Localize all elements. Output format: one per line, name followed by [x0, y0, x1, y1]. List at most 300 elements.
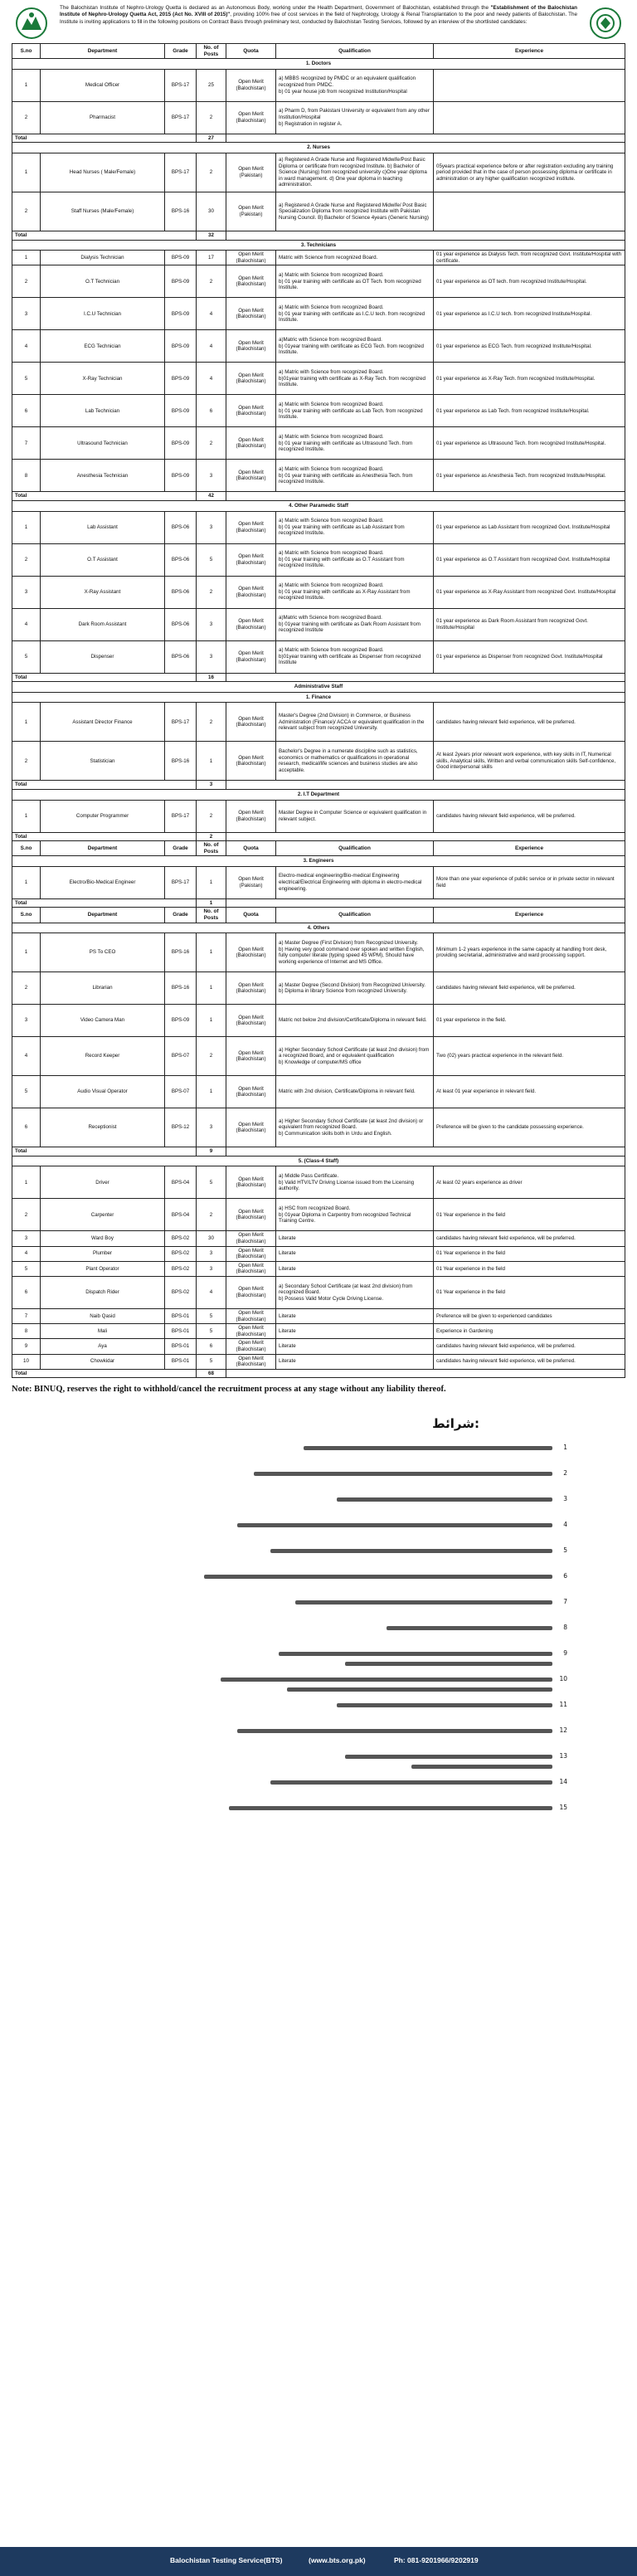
cell-dept: Dispatch Rider: [41, 1277, 165, 1309]
cell-exp: Minimum 1-2 years experience in the same capacity at handling front desk, providing secretarial, administrative and ward processing support.: [434, 933, 625, 972]
cell-sno: 8: [12, 460, 41, 492]
cell-exp: At least 2years prior relevant work experience, with key skills in IT, Numerical skills, Analytical skills, Written and verbal communication skills Self-confidence, Good interpersonal skills: [434, 742, 625, 781]
cell-quota: Open Merit (Balochistan): [226, 1354, 276, 1369]
cell-quota: Open Merit (Balochistan): [226, 972, 276, 1005]
table-row: [12, 1005, 625, 1037]
cell-qual: a) Secondary School Certificate (at least 2nd division) from recognized Board. b) Possess Valid Motor Cycle Driving License.: [276, 1277, 434, 1309]
total-spacer: [226, 134, 625, 143]
cell-quota: Open Merit (Balochistan): [226, 395, 276, 427]
cell-sno: 2: [12, 742, 41, 781]
cell-quota: Open Merit (Balochistan): [226, 1309, 276, 1324]
cell-posts: 30: [197, 1231, 226, 1246]
footer-org: Balochistan Testing Service(BTS): [170, 2556, 283, 2564]
cell-grade: BPS-16: [165, 972, 197, 1005]
cell-posts: 2: [197, 703, 226, 742]
cell-posts: 1: [197, 933, 226, 972]
urdu-item-number: 15: [559, 1804, 567, 1811]
cell-quota: Open Merit (Balochistan): [226, 742, 276, 781]
total-posts: 16: [197, 673, 226, 682]
total-posts: 1: [197, 898, 226, 908]
table-row: [12, 800, 625, 832]
cell-qual: a) Matric with Science from recognized Board. b) 01 year training with certificate as X-Ray Assistant from recognized Institute.: [276, 576, 434, 608]
cell-dept: Plant Operator: [41, 1261, 165, 1276]
footer-phone: Ph: 081-9201966/9202919: [394, 2556, 479, 2564]
cell-exp: 01 year experience as Lab Tech. from recognized Institute/Hospital.: [434, 395, 625, 427]
cell-dept: Plumber: [41, 1246, 165, 1261]
table-row: [12, 298, 625, 330]
cell-quota: Open Merit (Pakistan): [226, 866, 276, 898]
urdu-item-number: 4: [563, 1521, 567, 1528]
cell-qual: Literate: [276, 1231, 434, 1246]
column-header: Qualification: [276, 908, 434, 923]
urdu-item-number: 1: [563, 1444, 567, 1451]
table-row: [12, 1354, 625, 1369]
cell-quota: Open Merit (Balochistan): [226, 251, 276, 265]
table-row: [12, 511, 625, 543]
table-row: [12, 608, 625, 640]
cell-sno: 9: [12, 1339, 41, 1354]
cell-quota: Open Merit (Pakistan): [226, 192, 276, 231]
cell-exp: candidates having relevant field experience, will be preferred.: [434, 703, 625, 742]
cell-qual: a) Matric with Science from recognized Board. b) 01 year training with certificate as Lab Tech. from recognized Institute.: [276, 395, 434, 427]
urdu-item-text-continued: [345, 1662, 552, 1666]
cell-exp: Preference will be given to experienced candidates: [434, 1309, 625, 1324]
column-header: S.no: [12, 908, 41, 923]
cell-sno: 5: [12, 1076, 41, 1108]
cell-posts: 4: [197, 363, 226, 395]
cell-grade: BPS-09: [165, 265, 197, 298]
cell-sno: 2: [12, 543, 41, 576]
cell-posts: 3: [197, 640, 226, 673]
cell-grade: BPS-17: [165, 866, 197, 898]
cell-dept: Record Keeper: [41, 1037, 165, 1076]
section-title: 2. Nurses: [12, 143, 625, 153]
cell-exp: candidates having relevant field experience, will be preferred.: [434, 1354, 625, 1369]
table-row: [12, 1261, 625, 1276]
urdu-item-text: [337, 1497, 552, 1502]
cell-sno: 8: [12, 1324, 41, 1339]
column-header: Experience: [434, 44, 625, 59]
cell-qual: a) Matric with Science from recognized Board. b) 01 year training with certificate as OT Tech. from recognized Institute.: [276, 265, 434, 298]
cell-quota: Open Merit (Balochistan): [226, 1339, 276, 1354]
total-posts: 2: [197, 832, 226, 841]
total-spacer: [226, 231, 625, 240]
total-label: Total: [12, 1369, 197, 1378]
table-row: [12, 265, 625, 298]
cell-quota: Open Merit (Balochistan): [226, 511, 276, 543]
total-label: Total: [12, 492, 197, 501]
cell-exp: candidates having relevant field experience, will be preferred.: [434, 800, 625, 832]
total-label: Total: [12, 832, 197, 841]
cell-dept: Lab Assistant: [41, 511, 165, 543]
table-row: [12, 742, 625, 781]
total-spacer: [226, 1147, 625, 1157]
cell-dept: Computer Programmer: [41, 800, 165, 832]
cell-quota: Open Merit (Balochistan): [226, 1076, 276, 1108]
table-row: [12, 1076, 625, 1108]
cell-posts: 3: [197, 1108, 226, 1147]
cell-sno: 10: [12, 1354, 41, 1369]
cell-grade: BPS-06: [165, 640, 197, 673]
cell-grade: BPS-17: [165, 69, 197, 101]
total-label: Total: [12, 898, 197, 908]
cell-dept: O.T Assistant: [41, 543, 165, 576]
table-row: [12, 543, 625, 576]
cell-sno: 4: [12, 1246, 41, 1261]
cell-quota: Open Merit (Balochistan): [226, 608, 276, 640]
cell-dept: Statistician: [41, 742, 165, 781]
urdu-item-text: [270, 1780, 552, 1785]
section-title: 3. Technicians: [12, 240, 625, 251]
urdu-item-number: 11: [559, 1701, 567, 1708]
cell-exp: 01 year experience as ECG Tech. from recognized Institute/Hospital.: [434, 330, 625, 363]
urdu-item-text: [204, 1575, 552, 1579]
cell-quota: Open Merit (Balochistan): [226, 576, 276, 608]
cell-dept: ECG Technician: [41, 330, 165, 363]
cell-grade: BPS-01: [165, 1339, 197, 1354]
total-posts: 42: [197, 492, 226, 501]
total-row: [12, 1147, 625, 1157]
cell-exp: [434, 101, 625, 134]
cell-dept: Audio Visual Operator: [41, 1076, 165, 1108]
cell-grade: BPS-06: [165, 576, 197, 608]
cell-grade: BPS-01: [165, 1324, 197, 1339]
cell-sno: 1: [12, 933, 41, 972]
cell-sno: 2: [12, 101, 41, 134]
cell-posts: 3: [197, 511, 226, 543]
cell-quota: Open Merit (Balochistan): [226, 1231, 276, 1246]
cell-posts: 4: [197, 298, 226, 330]
total-label: Total: [12, 1147, 197, 1157]
cell-quota: Open Merit (Balochistan): [226, 1261, 276, 1276]
column-header: S.no: [12, 44, 41, 59]
cell-sno: 1: [12, 703, 41, 742]
cell-exp: 01 year experience as Dialysis Tech. from recognized Govt. Institute/Hospital with certificate.: [434, 251, 625, 265]
cell-qual: a) Matric with Science from recognized Board. b) 01 year training with certificate as I.C.U tech. from recognized Institute.: [276, 298, 434, 330]
cell-posts: 3: [197, 1261, 226, 1276]
cell-exp: At least 02 years experience as driver: [434, 1166, 625, 1199]
cell-posts: 1: [197, 1076, 226, 1108]
table-row: [12, 330, 625, 363]
cell-grade: BPS-16: [165, 192, 197, 231]
cell-qual: a) Master Degree (Second Division) from Recognized University. b) Diploma in library Science from recognized University.: [276, 972, 434, 1005]
cell-posts: 1: [197, 866, 226, 898]
urdu-item-text: [237, 1729, 552, 1733]
cell-grade: BPS-16: [165, 933, 197, 972]
cell-exp: 01 year experience as OT tech. from recognized Institute/Hospital.: [434, 265, 625, 298]
cell-dept: PS To CEO: [41, 933, 165, 972]
cell-quota: Open Merit (Balochistan): [226, 101, 276, 134]
cell-exp: 05years practical experience before or after registration excluding any training period provided that in the case of person possessing diploma or certificate in administration or any higher qualification recognized institute.: [434, 153, 625, 192]
cell-exp: 01 year experience as Anesthesia Tech. from recognized Institute/Hospital.: [434, 460, 625, 492]
cell-grade: BPS-09: [165, 460, 197, 492]
cell-dept: X-Ray Assistant: [41, 576, 165, 608]
footer: [0, 2547, 637, 2576]
cell-quota: Open Merit (Balochistan): [226, 265, 276, 298]
table-row: [12, 363, 625, 395]
cell-dept: Ultrasound Technician: [41, 427, 165, 460]
cell-exp: 01 year experience as X-Ray Tech. from recognized Institute/Hospital.: [434, 363, 625, 395]
total-label: Total: [12, 231, 197, 240]
table-row: [12, 1231, 625, 1246]
table-header-row: [12, 908, 625, 923]
section-subtitle: 1. Finance: [12, 692, 625, 703]
cell-posts: 2: [197, 101, 226, 134]
cell-grade: BPS-16: [165, 742, 197, 781]
total-spacer: [226, 832, 625, 841]
cell-sno: 2: [12, 192, 41, 231]
cell-sno: 6: [12, 395, 41, 427]
cell-qual: Matric with 2nd division, Certificate/Diploma in relevant field.: [276, 1076, 434, 1108]
cell-grade: BPS-07: [165, 1037, 197, 1076]
cell-posts: 2: [197, 576, 226, 608]
cell-qual: a) HSC from recognized Board. b) 01year Diploma in Carpentry from recognized Technical Training Centre.: [276, 1199, 434, 1231]
table-row: [12, 1037, 625, 1076]
column-header: Grade: [165, 44, 197, 59]
urdu-item-number: 12: [559, 1726, 567, 1734]
table-row: [12, 251, 625, 265]
cell-posts: 4: [197, 1277, 226, 1309]
cell-posts: 2: [197, 153, 226, 192]
cell-posts: 4: [197, 330, 226, 363]
section-title-row: [12, 789, 625, 800]
column-header: Department: [41, 841, 165, 856]
cell-qual: Electro-medical engineering/Bio-medical Engineering electrical/Electrical Engineering with diploma in electro-medical engineering.: [276, 866, 434, 898]
cell-sno: 1: [12, 69, 41, 101]
section-title: Administrative Staff: [12, 682, 625, 693]
section-title: 1. Doctors: [12, 59, 625, 70]
cell-qual: a) Higher Secondary School Certificate (at least 2nd division) from a recognized Board, and or equivalent qualification b) Knowledge of computer/MS office: [276, 1037, 434, 1076]
cell-sno: 1: [12, 800, 41, 832]
cell-grade: BPS-06: [165, 543, 197, 576]
cell-dept: O.T Technician: [41, 265, 165, 298]
table-row: [12, 69, 625, 101]
cell-grade: BPS-12: [165, 1108, 197, 1147]
cell-quota: Open Merit (Balochistan): [226, 1277, 276, 1309]
cell-exp: 01 year experience as Lab Assistant from recognized Govt. Institute/Hospital: [434, 511, 625, 543]
cell-quota: Open Merit (Balochistan): [226, 543, 276, 576]
cell-posts: 2: [197, 1037, 226, 1076]
total-row: [12, 673, 625, 682]
cell-dept: Dialysis Technician: [41, 251, 165, 265]
cell-dept: Dark Room Assistant: [41, 608, 165, 640]
binuq-logo-icon: [589, 7, 622, 40]
urdu-item-text: [387, 1626, 552, 1630]
column-header: Qualification: [276, 44, 434, 59]
section-title-row: [12, 500, 625, 511]
cell-exp: 01 Year experience in the field: [434, 1199, 625, 1231]
cell-posts: 5: [197, 543, 226, 576]
cell-sno: 1: [12, 251, 41, 265]
urdu-item-text-continued: [287, 1687, 552, 1692]
cell-sno: 2: [12, 1199, 41, 1231]
cell-qual: Literate: [276, 1324, 434, 1339]
cell-dept: Dispenser: [41, 640, 165, 673]
cell-dept: Ward Boy: [41, 1231, 165, 1246]
urdu-item-number: 8: [563, 1624, 567, 1631]
cell-sno: 3: [12, 576, 41, 608]
cell-dept: Driver: [41, 1166, 165, 1199]
cell-exp: 01 Year experience in the field: [434, 1277, 625, 1309]
table-header-row: [12, 841, 625, 856]
urdu-item-number: 9: [563, 1649, 567, 1657]
cell-posts: 5: [197, 1309, 226, 1324]
total-label: Total: [12, 134, 197, 143]
urdu-title: شرائط:: [432, 1416, 479, 1431]
column-header: Quota: [226, 841, 276, 856]
cell-qual: Literate: [276, 1309, 434, 1324]
total-spacer: [226, 492, 625, 501]
cell-exp: 01 year experience in the field.: [434, 1005, 625, 1037]
table-row: [12, 576, 625, 608]
cell-sno: 1: [12, 153, 41, 192]
cell-qual: a) Matric with Science from recognized Board. b) 01 year training with certificate as Lab Assistant from recognized Institute.: [276, 511, 434, 543]
urdu-item-text: [237, 1523, 552, 1527]
balochistan-emblem-icon: [15, 7, 48, 40]
cell-grade: BPS-09: [165, 427, 197, 460]
footer-website[interactable]: (www.bts.org.pk): [309, 2556, 366, 2564]
urdu-item-text-continued: [411, 1765, 552, 1769]
cell-dept: Anesthesia Technician: [41, 460, 165, 492]
cell-exp: More than one year experience of public service or in private sector in relevant field: [434, 866, 625, 898]
table-row: [12, 460, 625, 492]
urdu-item-number: 6: [563, 1572, 567, 1580]
urdu-conditions: [33, 1406, 604, 1854]
total-row: [12, 832, 625, 841]
cell-sno: 7: [12, 1309, 41, 1324]
cell-posts: 6: [197, 1339, 226, 1354]
cell-dept: Electro/Bio-Medical Engineer: [41, 866, 165, 898]
cell-qual: Master Degree in Computer Science or equivalent qualification in relevant subject.: [276, 800, 434, 832]
cell-quota: Open Merit (Balochistan): [226, 363, 276, 395]
urdu-item-text: [254, 1472, 552, 1476]
cell-posts: 2: [197, 800, 226, 832]
section-title: 5. (Class-4 Staff): [12, 1156, 625, 1166]
cell-grade: BPS-17: [165, 153, 197, 192]
cell-posts: 3: [197, 608, 226, 640]
cell-posts: 3: [197, 460, 226, 492]
cell-qual: a)Matric with Science from recognized Board. b) 01year training with certificate as Dark Room Assistant from recognized Institute: [276, 608, 434, 640]
table-row: [12, 395, 625, 427]
table-row: [12, 972, 625, 1005]
total-label: Total: [12, 673, 197, 682]
urdu-item-text: [295, 1600, 552, 1605]
total-row: [12, 781, 625, 790]
vacancy-tables: [12, 43, 625, 1378]
cell-sno: 3: [12, 1005, 41, 1037]
cell-grade: BPS-09: [165, 363, 197, 395]
cell-qual: Bachelor's Degree in a numerate discipline such as statistics, economics or mathematics or qualifications in operational research, medical/life sciences and business studies are also acceptable.: [276, 742, 434, 781]
table-row: [12, 1108, 625, 1147]
urdu-item-number: 3: [563, 1495, 567, 1502]
cell-qual: a) Pharm D, from Pakistani University or equivalent from any other Institution/Hospital b) Registration in register A.: [276, 101, 434, 134]
cell-quota: Open Merit (Balochistan): [226, 460, 276, 492]
column-header: Grade: [165, 841, 197, 856]
cell-posts: 17: [197, 251, 226, 265]
cell-exp: candidates having relevant field experience, will be preferred.: [434, 1231, 625, 1246]
total-row: [12, 492, 625, 501]
cell-dept: Carpenter: [41, 1199, 165, 1231]
cell-dept: Video Camera Man: [41, 1005, 165, 1037]
cell-grade: BPS-09: [165, 330, 197, 363]
cell-posts: 1: [197, 1005, 226, 1037]
cell-exp: candidates having relevant field experience, will be preferred.: [434, 1339, 625, 1354]
cell-posts: 6: [197, 395, 226, 427]
total-label: Total: [12, 781, 197, 790]
cell-qual: a) Middle Pass Certificate. b) Valid HTV/LTV Driving License issued from the Licensing authority.: [276, 1166, 434, 1199]
total-posts: 3: [197, 781, 226, 790]
cell-dept: Pharmacist: [41, 101, 165, 134]
cell-posts: 2: [197, 265, 226, 298]
cell-sno: 1: [12, 1166, 41, 1199]
cell-qual: a) Master Degree (First Division) from Recognized University. b) Having very good command over spoken and written English, fully computer literate (typing speed 45 WPM), Should have working experience of Internet and MS Office.: [276, 933, 434, 972]
section-title-row: [12, 143, 625, 153]
column-header: Qualification: [276, 841, 434, 856]
cell-dept: X-Ray Technician: [41, 363, 165, 395]
column-header: No. of Posts: [197, 44, 226, 59]
total-row: [12, 898, 625, 908]
column-header: Experience: [434, 908, 625, 923]
cell-sno: 2: [12, 265, 41, 298]
cell-posts: 5: [197, 1166, 226, 1199]
cell-dept: I.C.U Technician: [41, 298, 165, 330]
total-spacer: [226, 673, 625, 682]
cell-exp: 01 year experience as I.C.U tech. from recognized Institute/Hospital.: [434, 298, 625, 330]
column-header: No. of Posts: [197, 841, 226, 856]
total-posts: 32: [197, 231, 226, 240]
cell-exp: Experience in Gardening: [434, 1324, 625, 1339]
cell-dept: Lab Technician: [41, 395, 165, 427]
column-header: Experience: [434, 841, 625, 856]
column-header: No. of Posts: [197, 908, 226, 923]
cell-sno: 5: [12, 640, 41, 673]
cell-dept: Receptionist: [41, 1108, 165, 1147]
cell-posts: 2: [197, 427, 226, 460]
cell-grade: BPS-02: [165, 1261, 197, 1276]
cell-sno: 1: [12, 866, 41, 898]
urdu-item-number: 14: [559, 1778, 567, 1785]
section-title: 4. Other Paramedic Staff: [12, 500, 625, 511]
total-posts: 27: [197, 134, 226, 143]
table-header-row: [12, 44, 625, 59]
urdu-item-number: 2: [563, 1469, 567, 1477]
total-row: [12, 134, 625, 143]
cell-quota: Open Merit (Balochistan): [226, 1324, 276, 1339]
cell-qual: Matric not below 2nd division/Certificate/Diploma in relevant field.: [276, 1005, 434, 1037]
cell-quota: Open Merit (Balochistan): [226, 1199, 276, 1231]
cell-dept: Staff Nurses (Male/Female): [41, 192, 165, 231]
table-row: [12, 192, 625, 231]
cell-qual: a) MBBS recognized by PMDC or an equivalent qualification recognized from PMDC. b) 01 year house job from recognized Institution/Hospital: [276, 69, 434, 101]
cell-quota: Open Merit (Balochistan): [226, 1005, 276, 1037]
cell-qual: Literate: [276, 1354, 434, 1369]
table-row: [12, 1199, 625, 1231]
cell-exp: Two (02) years practical experience in the relevant field.: [434, 1037, 625, 1076]
column-header: Department: [41, 44, 165, 59]
cell-dept: Naib Qasid: [41, 1309, 165, 1324]
cell-quota: Open Merit (Balochistan): [226, 640, 276, 673]
cell-grade: BPS-02: [165, 1277, 197, 1309]
table-row: [12, 1339, 625, 1354]
cell-exp: 01 year experience as O.T Assistant from recognized Govt. Institute/Hospital: [434, 543, 625, 576]
table-row: [12, 866, 625, 898]
cell-quota: Open Merit (Balochistan): [226, 298, 276, 330]
note: Note: BINUQ, reserves the right to withhold/cancel the recruitment process at any stage without any liability thereof.: [12, 1385, 446, 1394]
cell-grade: BPS-02: [165, 1231, 197, 1246]
section-title-row: [12, 59, 625, 70]
urdu-item-text: [345, 1755, 552, 1759]
cell-exp: 01 Year experience in the field: [434, 1246, 625, 1261]
